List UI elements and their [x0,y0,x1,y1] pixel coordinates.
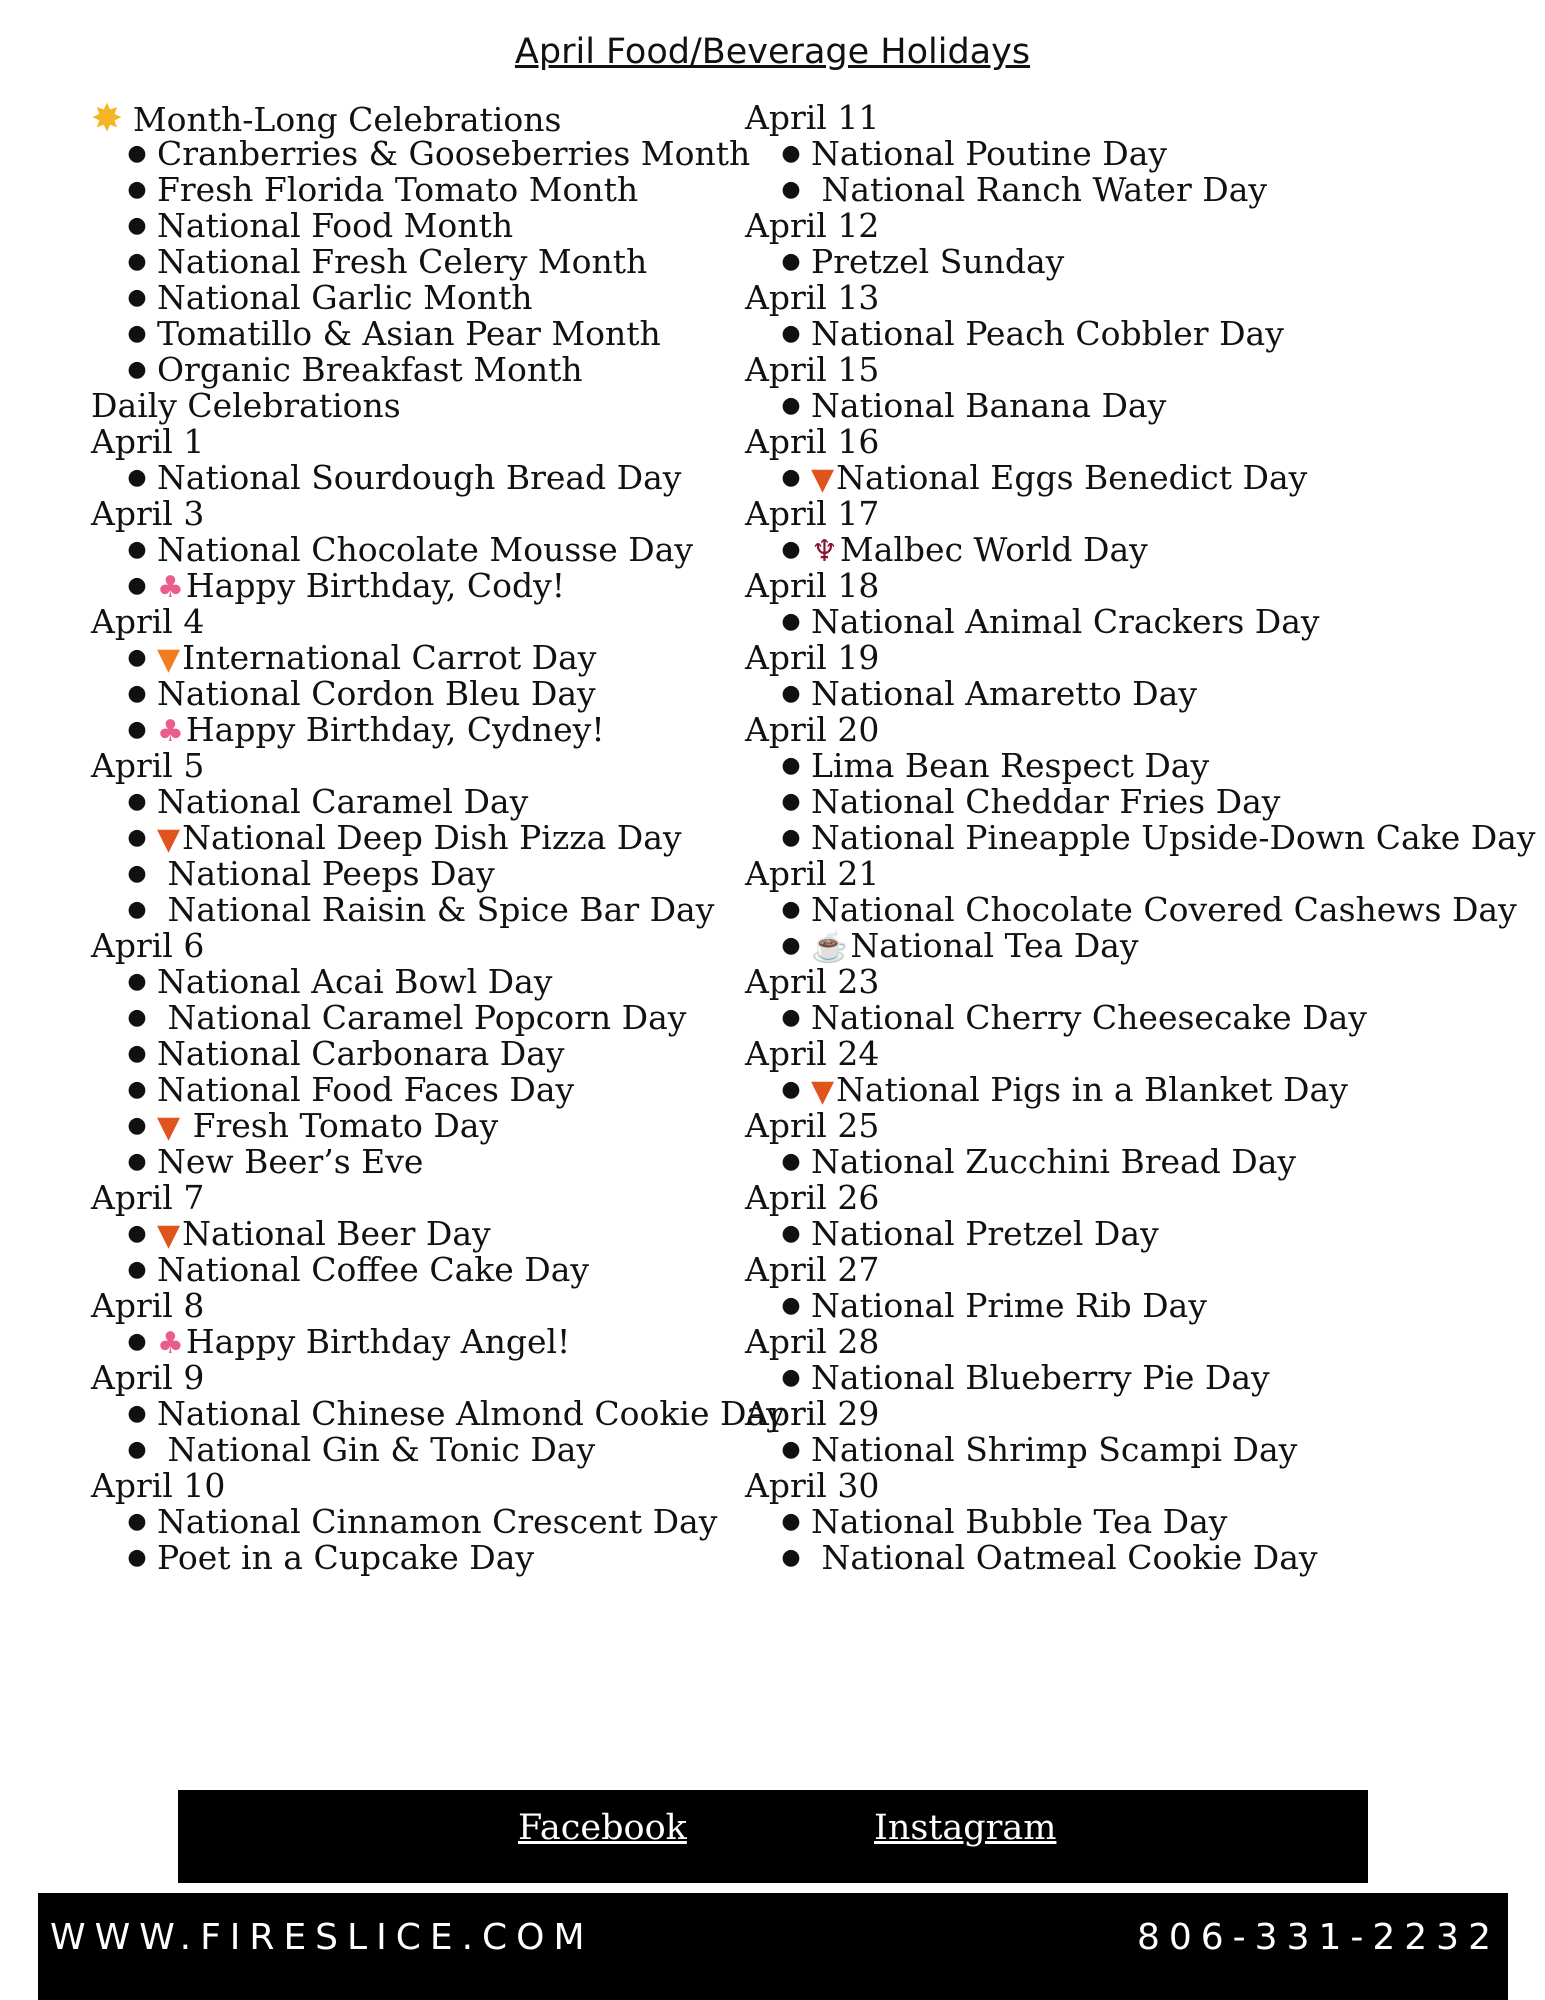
list-item [91,172,741,208]
item-label: National Amaretto Day [811,674,1197,713]
bullet-icon: ● [781,321,801,346]
list-item [745,748,1525,784]
item-label: National Cheddar Fries Day [811,782,1281,821]
bullet-icon: ● [127,213,147,238]
item-label: National Prime Rib Day [811,1286,1207,1325]
date-heading [745,100,1525,136]
pizza-icon: ▼ [157,1218,181,1253]
list-item [745,928,1525,964]
item-label: National Animal Crackers Day [811,602,1320,641]
list-item [91,1394,785,1433]
bullet-icon: ● [127,465,147,490]
cake-icon: ♣ [157,570,184,605]
heading-label: April 26 [745,1178,880,1217]
bullet-icon: ● [127,825,147,850]
list-item [745,676,1525,712]
item-label: National Ranch Water Day [811,170,1268,209]
section-heading [91,388,741,424]
left-column [91,96,785,1577]
list-item [91,1108,741,1144]
bullet-icon: ● [127,1149,147,1174]
list-item [745,784,1525,820]
date-heading [745,964,1525,1000]
item-label: National Acai Bowl Day [157,962,553,1001]
item-label: National Carbonara Day [157,1034,565,1073]
bullet-icon: ● [781,141,801,166]
website-url[interactable]: WWW.FIRESLICE.COM [50,1917,594,1958]
bullet-icon: ● [127,789,147,814]
item-label: Poet in a Cupcake Day [157,1538,535,1577]
list-item [91,568,741,604]
bullet-icon: ● [127,1509,147,1534]
social-links-bar [178,1790,1368,1883]
bullet-icon: ● [781,681,801,706]
list-item [91,1324,741,1360]
heading-label: April 1 [91,422,205,461]
date-heading [745,640,1525,676]
bullet-icon: ● [127,1329,147,1354]
date-heading [745,568,1525,604]
bullet-icon: ● [781,537,801,562]
heading-label: April 3 [91,494,205,533]
heading-label: April 25 [745,1106,880,1145]
list-item [91,532,741,568]
pizza-icon: ▼ [157,822,181,857]
item-label: Happy Birthday Angel! [185,1322,571,1361]
list-item [91,820,741,856]
bullet-icon: ● [781,465,801,490]
list-item [745,136,1525,172]
bullet-icon: ● [781,249,801,274]
date-heading [745,1468,1525,1504]
list-item [745,460,1525,496]
item-label: Pretzel Sunday [811,242,1065,281]
heading-label: April 6 [91,926,205,965]
bullet-icon: ● [781,1005,801,1030]
list-item [91,352,741,388]
list-item [91,280,741,316]
bullet-icon: ● [127,1401,147,1426]
list-item [91,1252,741,1288]
list-item [745,316,1525,352]
item-label: Cranberries & Gooseberries Month [157,134,751,173]
list-item [91,460,741,496]
list-item [745,1540,1525,1576]
item-label: National Fresh Celery Month [157,242,648,281]
list-item [745,1504,1525,1540]
date-heading [745,1324,1525,1360]
item-label: Fresh Florida Tomato Month [157,170,639,209]
pizza-icon: ▼ [157,1110,181,1145]
item-label: National Food Faces Day [157,1070,575,1109]
date-heading [91,1180,741,1216]
heading-label: April 10 [91,1466,226,1505]
date-heading [745,1180,1525,1216]
heading-label: April 17 [745,494,880,533]
date-heading [745,856,1525,892]
list-item [745,1216,1525,1252]
item-label: Lima Bean Respect Day [811,746,1210,785]
heading-label: April 12 [745,206,880,245]
item-label: National Bubble Tea Day [811,1502,1228,1541]
list-item [91,892,741,928]
item-label: National Chinese Almond Cookie Day [157,1394,785,1433]
list-item [91,1540,741,1576]
list-item [745,532,1525,568]
cake-icon: ♣ [157,1326,184,1361]
bullet-icon: ● [781,393,801,418]
item-label: Organic Breakfast Month [157,350,583,389]
date-heading [745,352,1525,388]
item-label: Fresh Tomato Day [182,1106,499,1145]
heading-label: April 16 [745,422,880,461]
heading-label: April 5 [91,746,205,785]
item-label: National Eggs Benedict Day [836,458,1308,497]
bullet-icon: ● [127,1113,147,1138]
list-item [91,640,741,676]
tea-icon: ☕ [811,930,849,965]
heading-label: April 27 [745,1250,880,1289]
bullet-icon: ● [781,897,801,922]
carrot-icon: ▼ [157,642,181,677]
item-label: National Blueberry Pie Day [811,1358,1270,1397]
date-heading [745,208,1525,244]
bullet-icon: ● [127,1041,147,1066]
list-item [91,316,741,352]
heading-label: April 8 [91,1286,205,1325]
list-item [91,676,741,712]
bullet-icon: ● [127,717,147,742]
heading-label: April 15 [745,350,880,389]
item-label: National Oatmeal Cookie Day [811,1538,1318,1577]
date-heading [745,1252,1525,1288]
item-label: National Raisin & Spice Bar Day [157,890,715,929]
date-heading [91,1468,741,1504]
date-heading [91,1288,741,1324]
item-label: National Poutine Day [811,134,1168,173]
heading-label: April 11 [745,98,880,137]
list-item [91,1432,741,1468]
item-label: National Banana Day [811,386,1167,425]
page-title: April Food/Beverage Holidays [514,32,1031,72]
bullet-icon: ● [127,321,147,346]
heading-label: April 20 [745,710,880,749]
sun-icon: ✸ [91,96,123,140]
bullet-icon: ● [781,1221,801,1246]
list-item [91,1036,741,1072]
bullet-icon: ● [127,177,147,202]
item-label: National Caramel Day [157,782,529,821]
bullet-icon: ● [127,1077,147,1102]
list-item [91,1072,741,1108]
heading-label: April 24 [745,1034,880,1073]
item-label: International Carrot Day [182,638,597,677]
bullet-icon: ● [127,1437,147,1462]
bullet-icon: ● [127,537,147,562]
list-item [91,784,741,820]
item-label: Happy Birthday, Cody! [185,566,566,605]
bullet-icon: ● [127,141,147,166]
footer-bar [38,1893,1508,2000]
bullet-icon: ● [127,897,147,922]
item-label: Malbec World Day [839,530,1148,569]
date-heading [91,604,741,640]
list-item [91,856,741,892]
date-heading [91,748,741,784]
heading-label: April 28 [745,1322,880,1361]
bullet-icon: ● [127,249,147,274]
heading-label: April 29 [745,1394,880,1433]
list-item [745,1072,1525,1108]
list-item [91,1216,741,1252]
bullet-icon: ● [127,357,147,382]
item-label: National Garlic Month [157,278,533,317]
list-item [745,172,1525,208]
list-item [91,712,741,748]
item-label: National Chocolate Mousse Day [157,530,694,569]
list-item [745,1000,1525,1036]
bullet-icon: ● [127,1545,147,1570]
bullet-icon: ● [781,1365,801,1390]
bullet-icon: ● [781,609,801,634]
list-item [745,244,1525,280]
item-label: National Sourdough Bread Day [157,458,682,497]
heading-label: April 23 [745,962,880,1001]
heading-label: April 21 [745,854,880,893]
list-item [91,134,751,173]
item-label: National Cinnamon Crescent Day [157,1502,718,1541]
bullet-icon: ● [127,1221,147,1246]
heading-label: April 30 [745,1466,880,1505]
bullet-icon: ● [781,789,801,814]
date-heading [745,424,1525,460]
item-label: National Food Month [157,206,514,245]
list-item [745,1288,1525,1324]
date-heading [91,424,741,460]
bullet-icon: ● [781,825,801,850]
item-label: National Peach Cobbler Day [811,314,1284,353]
bullet-icon: ● [781,933,801,958]
item-label: National Pretzel Day [811,1214,1159,1253]
bullet-icon: ● [781,1077,801,1102]
date-heading [745,496,1525,532]
section-heading [91,96,741,140]
heading-label: April 4 [91,602,205,641]
cake-icon: ♣ [157,714,184,749]
item-label: National Pineapple Upside-Down Cake Day [811,818,1536,857]
item-label: National Pigs in a Blanket Day [836,1070,1348,1109]
list-item [745,892,1525,928]
bullet-icon: ● [781,177,801,202]
list-item [745,818,1536,857]
item-label: National Tea Day [850,926,1139,965]
pizza-icon: ▼ [811,1074,835,1109]
bullet-icon: ● [127,573,147,598]
date-heading [745,712,1525,748]
heading-label: April 7 [91,1178,205,1217]
heading-label: Daily Celebrations [91,386,401,425]
bullet-icon: ● [127,1257,147,1282]
right-column [745,98,1536,1577]
list-item [745,1360,1525,1396]
item-label: New Beer’s Eve [157,1142,424,1181]
heading-label: April 18 [745,566,880,605]
heading-label: Month-Long Celebrations [132,100,562,139]
date-heading [745,280,1525,316]
item-label: National Peeps Day [157,854,495,893]
list-item [745,1144,1525,1180]
bullet-icon: ● [781,1437,801,1462]
bullet-icon: ● [127,861,147,886]
bullet-icon: ● [127,681,147,706]
date-heading [91,928,741,964]
list-item [91,1000,741,1036]
heading-label: April 19 [745,638,880,677]
heading-label: April 9 [91,1358,205,1397]
bullet-icon: ● [781,1509,801,1534]
item-label: National Chocolate Covered Cashews Day [811,890,1517,929]
list-item [91,244,741,280]
list-item [745,388,1525,424]
item-label: Tomatillo & Asian Pear Month [157,314,661,353]
item-label: National Gin & Tonic Day [157,1430,596,1469]
bullet-icon: ● [127,645,147,670]
item-label: National Cordon Bleu Day [157,674,596,713]
bullet-icon: ● [127,969,147,994]
item-label: National Zucchini Bread Day [811,1142,1297,1181]
item-label: National Deep Dish Pizza Day [182,818,682,857]
list-item [91,208,741,244]
bullet-icon: ● [781,1545,801,1570]
item-label: National Shrimp Scampi Day [811,1430,1298,1469]
heading-label: April 13 [745,278,880,317]
bullet-icon: ● [781,1293,801,1318]
date-heading [745,1396,1525,1432]
pizza-icon: ▼ [811,462,835,497]
phone-number: 806-331-2232 [1136,1917,1500,1958]
bullet-icon: ● [781,1149,801,1174]
item-label: National Caramel Popcorn Day [157,998,687,1037]
item-label: National Cherry Cheesecake Day [811,998,1367,1037]
list-item [745,604,1525,640]
item-label: National Beer Day [182,1214,491,1253]
date-heading [91,496,741,532]
bullet-icon: ● [781,753,801,778]
bullet-icon: ● [127,1005,147,1030]
list-item [91,1144,741,1180]
item-label: National Coffee Cake Day [157,1250,590,1289]
date-heading [745,1036,1525,1072]
date-heading [91,1360,741,1396]
bullet-icon: ● [127,285,147,310]
wine-icon: ♆ [811,534,838,569]
instagram-link[interactable]: Instagram [874,1808,1057,1848]
list-item [91,964,741,1000]
date-heading [745,1108,1525,1144]
item-label: Happy Birthday, Cydney! [185,710,605,749]
list-item [745,1432,1525,1468]
facebook-link[interactable]: Facebook [518,1808,687,1848]
list-item [91,1504,741,1540]
